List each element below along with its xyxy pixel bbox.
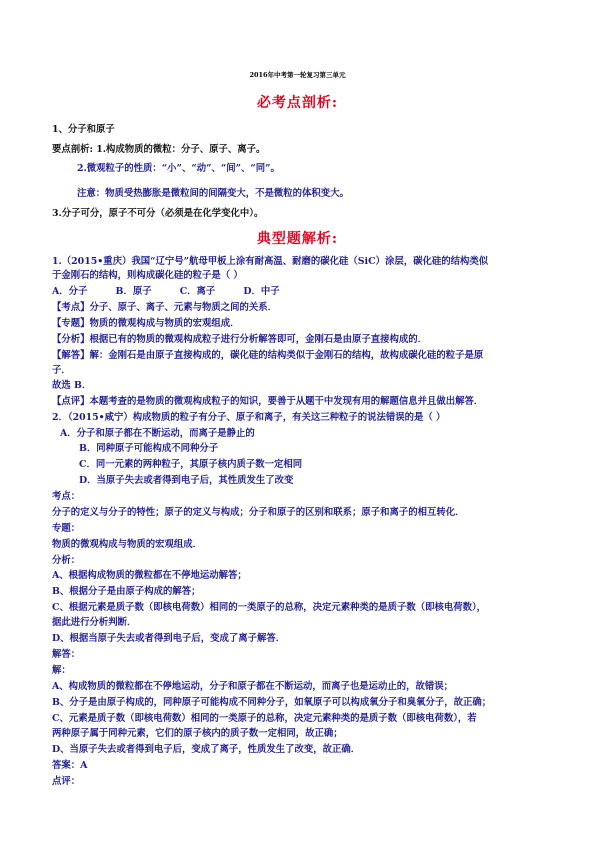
text-line: 【点评】本题考查的是物质的微观构成粒子的知识，要善于从题干中发现有用的解题信息并且做出解答． (52, 396, 484, 407)
text-line: 解： (52, 665, 71, 676)
text-line: A．分子和原子都在不断运动，而离子是静止的 (60, 428, 255, 439)
text-line: A、根据构成物质的微粒都在不停地运动解答； (52, 570, 247, 581)
text-line: 子． (52, 365, 71, 376)
text-line: 【专题】物质的微观构成与物质的宏观组成． (52, 318, 240, 329)
text-line: D、当原子失去或者得到电子后，变成了离子，性质发生了改变，故正确． (52, 744, 361, 755)
text-line: 于金刚石的结构，则构成碳化硅的粒子是（ ） (52, 270, 243, 281)
document-title: 2016年中考第一轮复习第三单元 (249, 71, 346, 79)
text-line: 1.（2015•重庆）我国“辽宁号”航母甲板上涂有耐高温、耐磨的碳化硅（SiC）涂层，碳化硅的结构类似 (52, 256, 489, 267)
text-line: 2．（2015•咸宁）构成物质的粒子有分子、原子和离子，有关这三种粒子的说法错误的是（ ） (52, 412, 446, 423)
text-line: 要点剖析: 1.构成物质的微粒：分子、原子、离子。 (52, 144, 266, 155)
text-line: 点评： (52, 776, 81, 787)
text-line: 考点： (52, 491, 81, 502)
text-line: 分子的定义与分子的特性；原子的定义与构成；分子和原子的区别和联系；原子和离子的相互转化． (52, 507, 465, 518)
text-line: C、元素是质子数（即核电荷数）相同的一类原子的总称，决定元素种类的是质子数（即核电荷数），若 (52, 713, 477, 724)
text-line: C、根据元素是质子数（即核电荷数）相同的一类原子的总称，决定元素种类的是质子数（即核电荷数）， (52, 602, 487, 613)
text-line: 物质的微观构成与物质的宏观组成． (52, 539, 203, 550)
text-line: D．当原子失去或者得到电子后，其性质发生了改变 (79, 475, 294, 486)
text-line: A．分子 B．原子 C．离子 D．中子 (52, 286, 280, 297)
text-line: 专题： (52, 523, 81, 534)
text-line: B、根据分子是由原子构成的解答； (52, 586, 201, 597)
text-line: 分析： (52, 555, 81, 566)
text-line: 【解答】解：金刚石是由原子直接构成的，碳化硅的结构类似于金刚石的结构，故构成碳化硅的粒子是原 (52, 350, 484, 361)
text-line: B．同种原子可能构成不同种分子 (79, 443, 219, 454)
text-line: 解答： (52, 649, 81, 660)
text-line: B、分子是由原子构成的，同种原子可能构成不同种分子，如氧原子可以构成氧分子和臭氧分子，故正确； (52, 697, 492, 708)
section-heading-key-points: 必考点剖析: (256, 95, 339, 111)
text-line: 3.分子可分，原子不可分（必须是在化学变化中）。 (52, 208, 264, 219)
text-line: 【分析】根据已有的物质的微观构成粒子进行分析解答即可，金刚石是由原子直接构成的． (52, 334, 428, 345)
text-line: 1、分子和原子 (52, 124, 115, 135)
text-line: 答案：A (52, 760, 88, 771)
text-line: 故选 B． (52, 380, 92, 391)
text-line: 注意：物质受热膨胀是微粒间的间隔变大，不是微粒的体积变大。 (77, 188, 349, 199)
text-line: 据此进行分析判断． (52, 617, 137, 628)
section-heading-typical-problems: 典型题解析: (256, 231, 339, 247)
text-line: D、根据当原子失去或者得到电子后，变成了离子解答． (52, 633, 286, 644)
text-line: 2.微观粒子的性质：“小”、“动”、“间”、“同”。 (77, 163, 280, 174)
text-line: A、构成物质的微粒都在不停地运动，分子和原子都在不断运动，而离子也是运动止的，故错误； (52, 681, 454, 692)
text-line: 两种原子属于同种元素，它们的原子核内的质子数一定相同，故正确； (52, 728, 343, 739)
text-line: C．同一元素的两种粒子，其原子核内质子数一定相同 (79, 459, 303, 470)
text-line: 【考点】分子、原子、离子、元素与物质之间的关系． (52, 302, 278, 313)
